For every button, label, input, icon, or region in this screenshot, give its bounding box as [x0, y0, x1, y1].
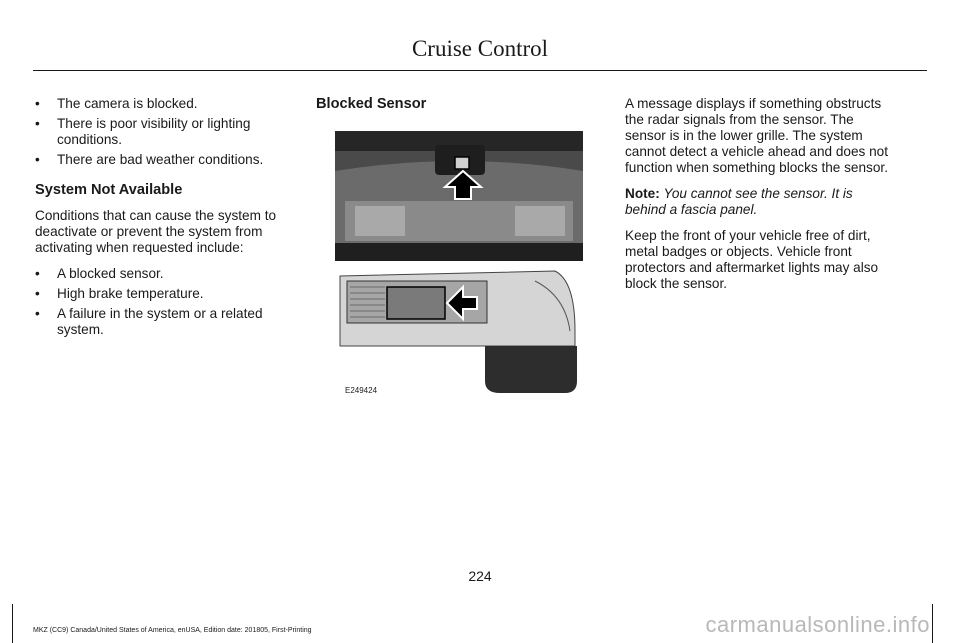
- crop-mark: [12, 604, 13, 643]
- intro-paragraph: Conditions that can cause the system to deactivate or prevent the system from activating when requested include:: [35, 208, 277, 255]
- bullet-list-bottom: [35, 266, 285, 338]
- crop-mark: [932, 604, 933, 643]
- tire: [485, 346, 577, 393]
- sensor-illustration: [335, 131, 583, 401]
- radar-sensor-box: [387, 287, 445, 319]
- left-column: [35, 96, 285, 342]
- description-paragraph: A message displays if something obstructs the radar signals from the sensor. The sensor is in the lower grille. The system cannot detect a vehicle ahead and does not function when something blocks the sensor.: [625, 96, 889, 175]
- list-item: • The camera is blocked.: [35, 96, 285, 112]
- watermark-link[interactable]: carmanualsonline.info: [705, 612, 930, 637]
- list-item: • A blocked sensor.: [35, 266, 285, 282]
- list-item: • There is poor visibility or lighting conditions.: [35, 116, 285, 148]
- footer-text: MKZ (CC9) Canada/United States of America, enUSA, Edition date: 201805, First-Printing: [33, 627, 312, 634]
- middle-column: [316, 96, 586, 122]
- maintenance-paragraph: Keep the front of your vehicle free of dirt, metal badges or objects. Vehicle front protectors and aftermarket lights may also block the sensor.: [625, 228, 879, 291]
- page-number: 224: [468, 568, 492, 584]
- section-heading: System Not Available: [35, 182, 183, 198]
- camera-icon: [455, 157, 469, 169]
- note-paragraph: [625, 186, 897, 218]
- right-column: [625, 96, 897, 302]
- list-item: • There are bad weather conditions.: [35, 152, 285, 168]
- list-item: • A failure in the system or a related system.: [35, 306, 285, 338]
- header-rule: [33, 70, 927, 71]
- sensor-illustration-svg: [335, 131, 583, 401]
- note-label: Note:: [625, 186, 660, 201]
- bullet-list-top: [35, 96, 285, 168]
- figure-heading: Blocked Sensor: [316, 96, 427, 112]
- page-title: Cruise Control: [411, 36, 549, 61]
- list-item: • High brake temperature.: [35, 286, 285, 302]
- note-text: You cannot see the sensor. It is behind a fascia panel.: [625, 186, 853, 217]
- figure-code: E249424: [345, 386, 378, 395]
